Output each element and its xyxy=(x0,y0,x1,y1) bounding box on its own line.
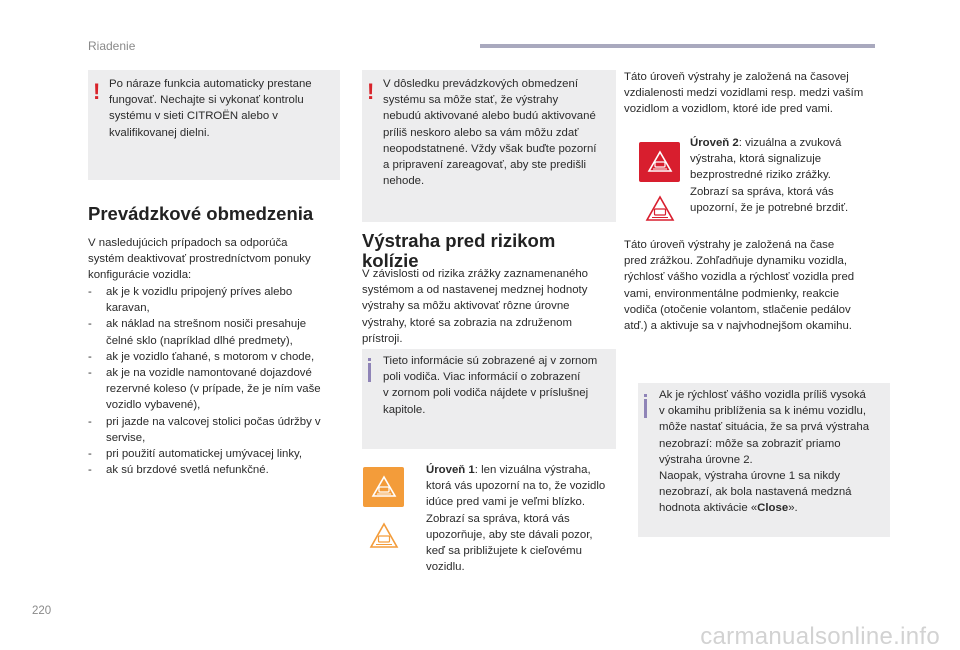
collision-warning-level2-icon xyxy=(639,142,680,182)
list-item: - ak sú brzdové svetlá nefunkčné. xyxy=(88,462,350,478)
info-box-col2 xyxy=(362,349,616,449)
exclamation-icon: ! xyxy=(367,79,375,104)
warning-box-col2 xyxy=(362,70,616,222)
collision-warning-level1-outline-icon xyxy=(369,522,399,552)
chapter-bar xyxy=(480,44,875,48)
info-icon xyxy=(368,358,371,361)
list-item: - pri jazde na valcovej stolici počas údržby v servise, xyxy=(88,414,350,446)
exclamation-icon: ! xyxy=(93,79,101,104)
info-text-col2: Tieto informácie sú zobrazené aj v zornom poli vodiča. Viac informácií o zobrazení v zornom poli vodiča nájdete v príslušnej kapitole. xyxy=(383,355,598,416)
level1-description: : len vizuálna výstraha, ktorá vás upozorní na to, že vozidlo idúce pred vami je veľmi blízko. Zobrazí sa správa, ktorá vás upozorňuje, aby ste dávali pozor, keď sa približujete k cieľovému vozidlu. xyxy=(426,464,606,574)
level2-description: : vizuálna a zvuková výstraha, ktorá signalizuje bezprostredné riziko zrážky. Zobrazí sa správa, ktorá vás upozorní, že je potrebné brzdiť. xyxy=(690,137,849,214)
page-number: 220 xyxy=(32,605,52,617)
section-title-line2: kolízie xyxy=(362,250,419,271)
level1-text xyxy=(426,462,626,575)
limits-intro: V nasledujúcich prípadoch sa odporúča systém deaktivovať prostredníctvom ponuky konfigurácie vozidla: xyxy=(88,237,311,282)
list-item: - ak je vozidlo ťahané, s motorom v chode, xyxy=(88,349,350,365)
info-icon-bar xyxy=(644,399,647,418)
info-icon xyxy=(644,394,647,397)
level2-text xyxy=(690,135,890,216)
level-collision-time-body: Táto úroveň výstrahy je založená na čase pred zrážkou. Zohľadňuje dynamiku vozidla, rýchlosť vášho vozidla a rýchlosť vozidla pred vami, environmentálne podmienky, reakcie vodiča (otočenie volantom, stlačenie pedálov atď.) a aktivuje sa v najvhodnejšom okamihu. xyxy=(624,239,855,333)
collision-warning-level2-outline-icon xyxy=(645,195,675,225)
info-text-main: Ak je rýchlosť vášho vozidla príliš vysoká v okamihu priblíženia sa k inému vozidlu, môže nastať situácia, že sa prvá výstraha nezobrazí: môže sa zobraziť priamo výstraha úrovne 2. Naopak, výstraha úrovne 1 sa nikdy nezobrazí, ak bola nastavená medzná hodnota aktivácie « xyxy=(659,389,870,515)
level1-label: Úroveň 1 xyxy=(426,464,475,476)
section-title-limits: Prevádzkové obmedzenia xyxy=(88,203,314,224)
level2-label: Úroveň 2 xyxy=(690,137,739,149)
info-text-end: ». xyxy=(788,502,798,515)
close-label: Close xyxy=(757,502,789,515)
chapter-title: Riadenie xyxy=(88,39,136,53)
limits-list xyxy=(88,284,350,478)
warning-text-col1: Po náraze funkcia automaticky prestane fungovať. Nechajte si vykonať kontrolu systému v sieti CITROËN alebo v kvalifikovanej dielni. xyxy=(109,78,312,139)
section-title-collision xyxy=(362,231,616,271)
info-text-col3 xyxy=(659,387,889,517)
list-item: - ak náklad na strešnom nosiči presahuje čelné sklo (napríklad dlhé predmety), xyxy=(88,316,350,348)
list-item: - ak je k vozidlu pripojený príves alebo karavan, xyxy=(88,284,350,316)
watermark: carmanualsonline.info xyxy=(700,622,940,650)
warning-text-col2: V dôsledku prevádzkových obmedzení systému sa môže stať, že výstrahy nebudú aktivované alebo budú aktivované príliš neskoro alebo sa vám môžu zdať neopodstatnené. Vždy však buďte pozorní a pripravení zareagovať, aby ste predišli nehode. xyxy=(383,78,597,188)
level-time-intro: Táto úroveň výstrahy je založená na časovej vzdialenosti medzi vozidlami resp. medzi vaším vozidlom a vozidlom, ktoré ide pred vami. xyxy=(624,71,864,116)
collision-warning-level1-icon xyxy=(363,467,404,507)
warning-box-col1 xyxy=(88,70,340,180)
list-item: - pri použití automatickej umývacej linky, xyxy=(88,446,350,462)
collision-intro: V závislosti od rizika zrážky zaznamenaného systémom a od nastavenej medznej hodnoty výstrahy sa môžu aktivovať rôzne úrovne výstrahy, ktoré sa zobrazia na združenom prístroji. xyxy=(362,268,589,345)
section-title-line1: Výstraha pred rizikom xyxy=(362,230,556,251)
info-icon-bar xyxy=(368,363,371,382)
info-box-col3 xyxy=(638,383,890,537)
list-item: - ak je na vozidle namontované dojazdové rezervné koleso (v prípade, že je ním vaše vozidlo vybavené), xyxy=(88,365,350,414)
